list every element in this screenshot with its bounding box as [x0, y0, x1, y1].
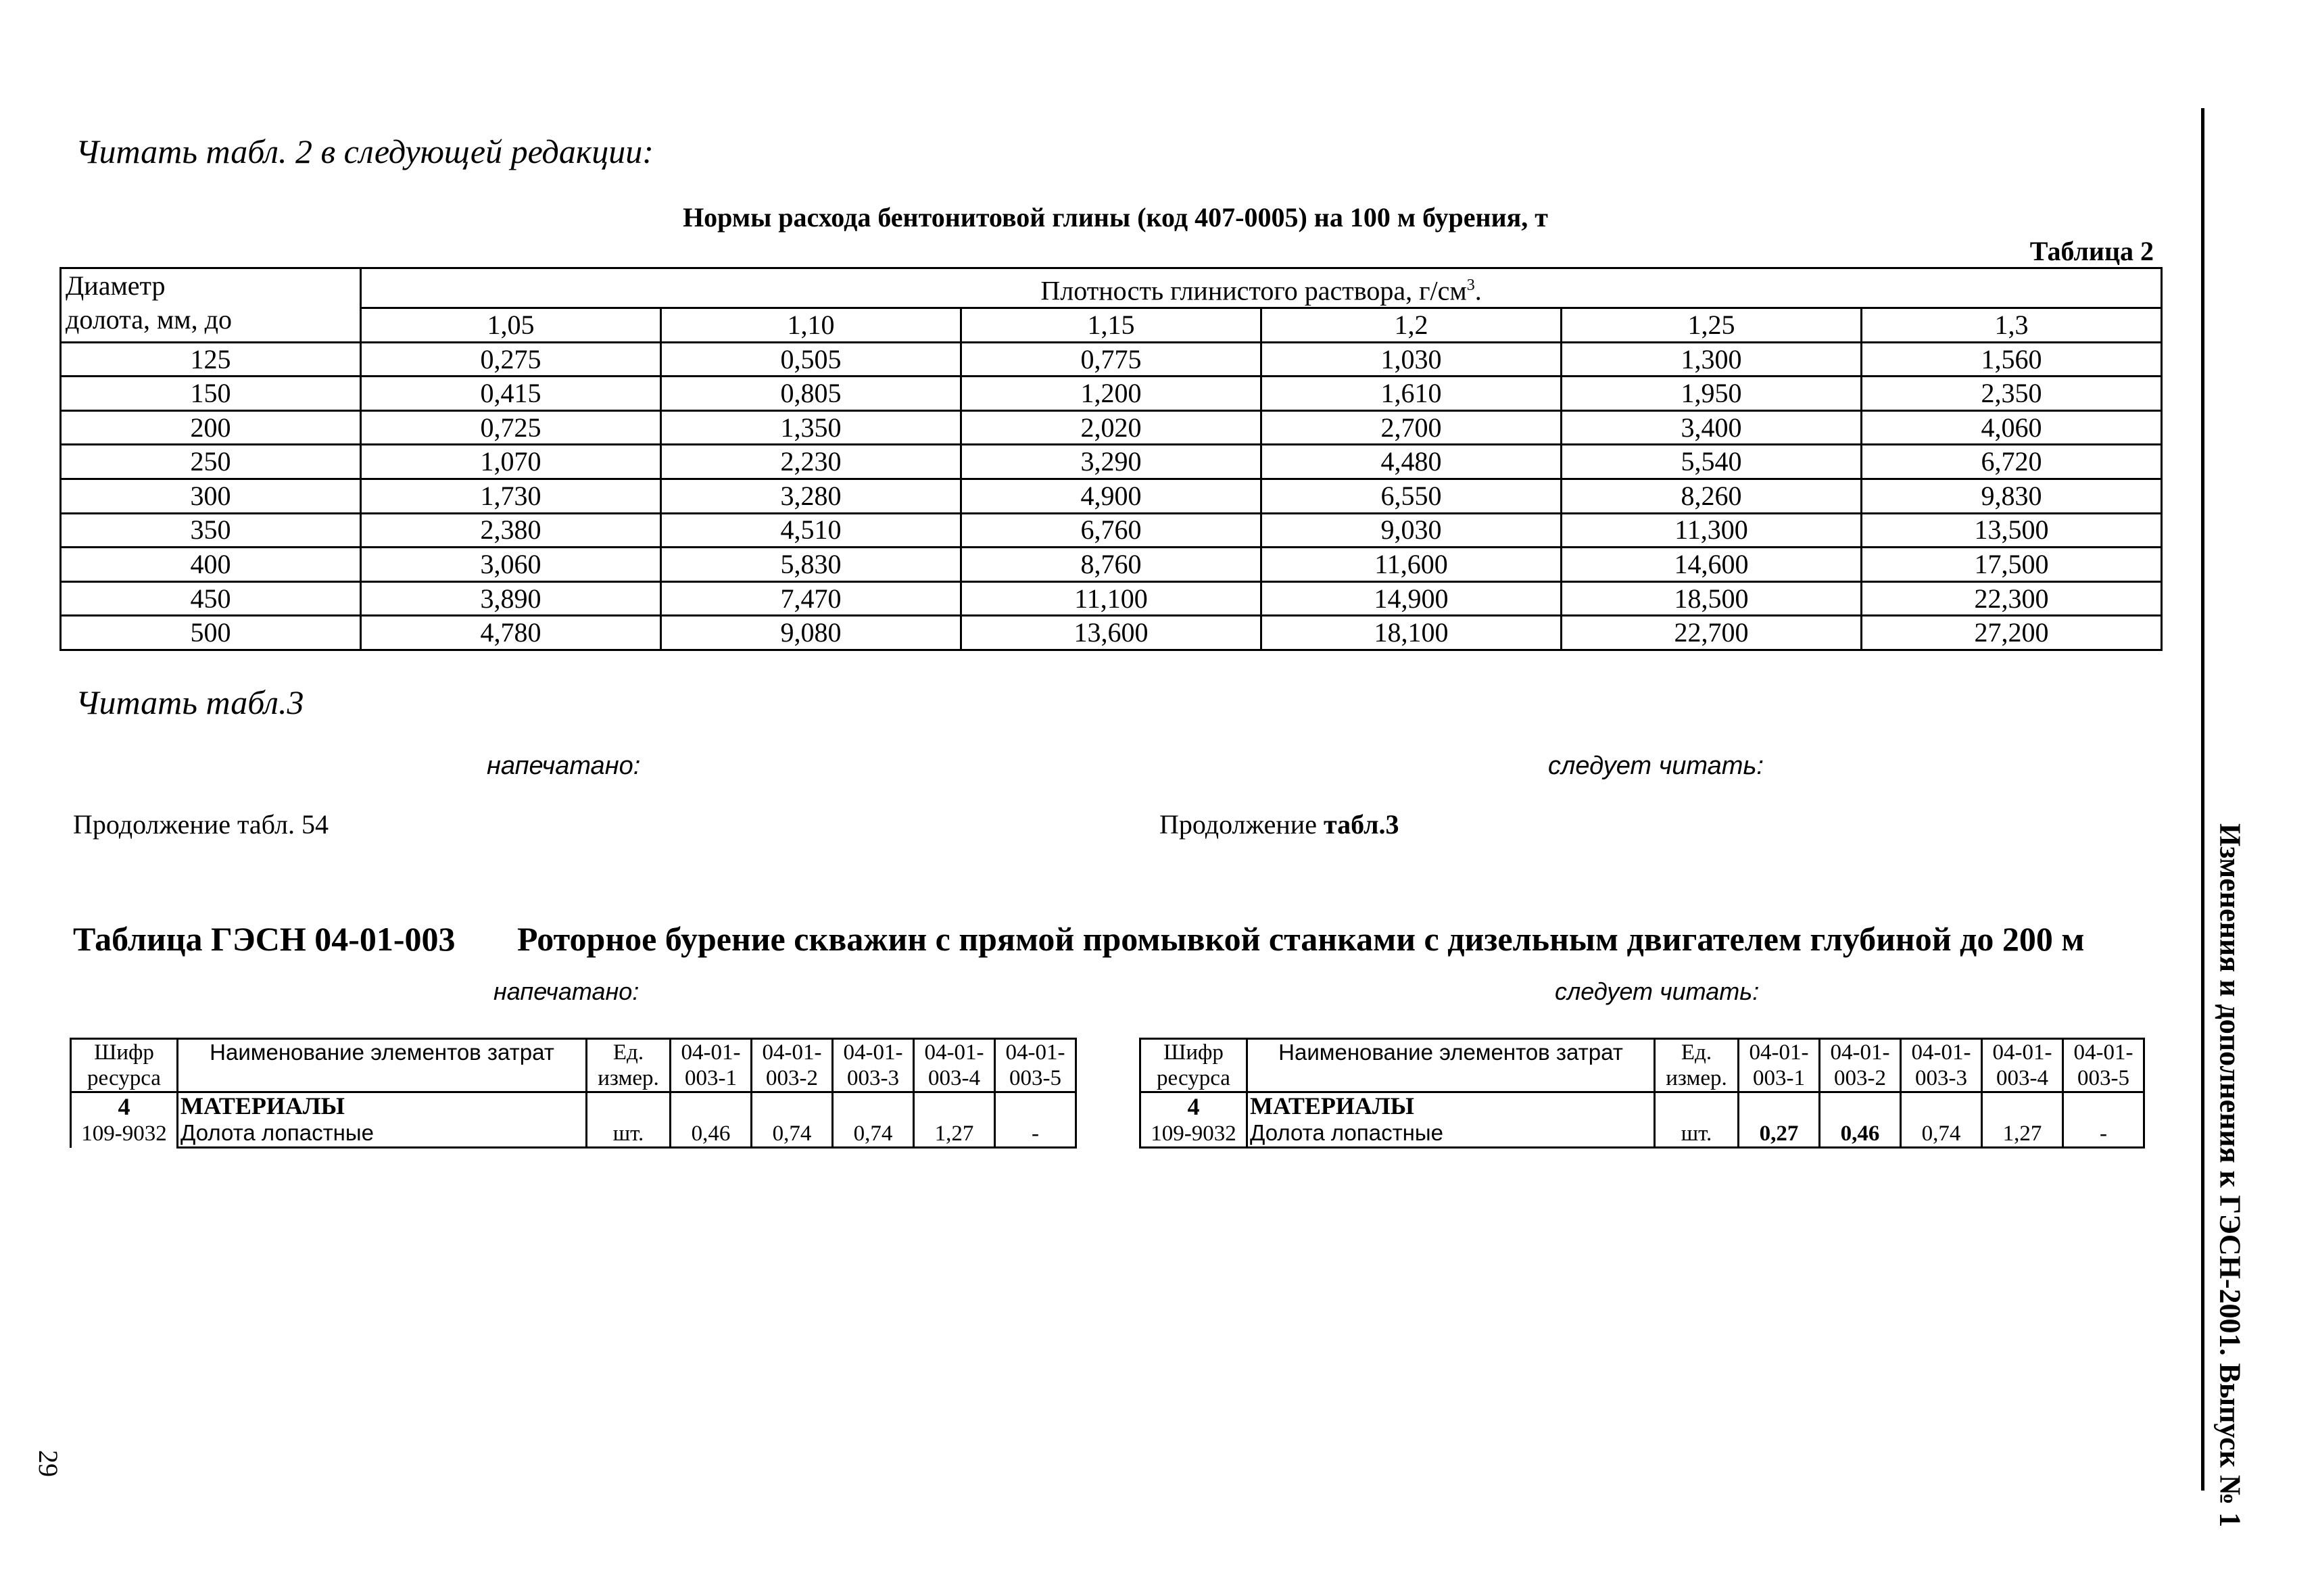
norm-value-cell: 9,830	[1862, 479, 2162, 514]
diameter-cell: 500	[61, 616, 361, 650]
norm-value-cell: 2,020	[961, 410, 1261, 445]
norm-value-cell: 3,890	[361, 581, 661, 616]
section-number	[71, 1092, 178, 1148]
norm-code-top: 04-01-	[762, 1040, 822, 1065]
density-header-text: Плотность глинистого раствора, г/см	[1040, 275, 1467, 306]
norm-code-bottom: 003-4	[928, 1066, 980, 1090]
norm-value-cell: 11,300	[1562, 513, 1862, 548]
norm-code-header	[2063, 1039, 2144, 1092]
norm-code-top: 04-01-	[1749, 1040, 1809, 1065]
section-name-cell	[1247, 1092, 1655, 1148]
continuation-right-bold: табл.3	[1323, 809, 1399, 840]
unit-header	[587, 1039, 671, 1092]
unit-header-line2: измер.	[598, 1066, 659, 1090]
norm-value-cell: 1,950	[1562, 377, 1862, 411]
table-row	[61, 548, 2162, 582]
norm-value-cell: 2,380	[361, 513, 661, 548]
diameter-cell: 150	[61, 377, 361, 411]
table-row	[61, 513, 2162, 548]
bentonite-norms-table	[59, 267, 2163, 651]
density-value: 1,2	[1261, 308, 1562, 343]
norm-code-top: 04-01-	[1911, 1040, 1971, 1065]
norm-code-header	[1982, 1039, 2063, 1092]
section-name-cell	[178, 1092, 587, 1148]
code-header-line1: Шифр	[94, 1040, 154, 1065]
table-header-row	[1140, 1039, 2144, 1092]
should-read-label: следует читать:	[1555, 977, 1760, 1005]
diameter-cell: 450	[61, 581, 361, 616]
table-header-row	[61, 268, 2162, 308]
norm-value-cell: 5,540	[1562, 445, 1862, 479]
norm-value-cell: 4,480	[1261, 445, 1562, 479]
norm-value-cell: 18,500	[1562, 581, 1862, 616]
norm-value-cell: 14,900	[1261, 581, 1562, 616]
norm-value-cell: 1,350	[661, 410, 961, 445]
unit-header-line2: измер.	[1666, 1066, 1727, 1090]
table-row	[61, 445, 2162, 479]
code-header-line2: ресурса	[1157, 1066, 1230, 1090]
norm-value-cell: 18,100	[1261, 616, 1562, 650]
norm-value-cell: 4,780	[361, 616, 661, 650]
norm-value-cell: 1,070	[361, 445, 661, 479]
norm-code-top: 04-01-	[924, 1040, 984, 1065]
norm-value-cell: 4,900	[961, 479, 1261, 514]
density-value: 1,25	[1562, 308, 1862, 343]
name-header: Наименование элементов затрат	[178, 1039, 587, 1092]
density-header-tail: .	[1474, 275, 1482, 306]
continuation-right	[1159, 808, 1399, 840]
section-name: МАТЕРИАЛЫ	[180, 1092, 345, 1119]
norm-value-cell: 0,275	[361, 342, 661, 377]
density-header	[361, 268, 2162, 308]
diameter-cell: 250	[61, 445, 361, 479]
norm-value-cell: 0,505	[661, 342, 961, 377]
norm-value-cell: 11,100	[961, 581, 1261, 616]
item-value: -	[995, 1092, 1076, 1148]
norm-code-bottom: 003-3	[847, 1066, 899, 1090]
code-header-line1: Шифр	[1163, 1040, 1224, 1065]
norms-title: Нормы расхода бентонитовой глины (код 407-0005) на 100 м бурения, т	[683, 202, 1548, 233]
norm-code-header	[671, 1039, 752, 1092]
norm-value-cell: 3,400	[1562, 410, 1862, 445]
norm-code-bottom: 003-3	[1915, 1066, 1967, 1090]
norm-value-cell: 6,760	[961, 513, 1261, 548]
item-unit: шт.	[1655, 1092, 1739, 1148]
code-header-line2: ресурса	[87, 1066, 161, 1090]
code-header	[71, 1039, 178, 1092]
norm-value-cell: 1,300	[1562, 342, 1862, 377]
continuation-right-prefix: Продолжение	[1159, 809, 1324, 840]
norm-value-cell: 22,700	[1562, 616, 1862, 650]
table-2-body	[61, 342, 2162, 650]
norm-code-header	[833, 1039, 914, 1092]
norm-value-cell: 22,300	[1862, 581, 2162, 616]
density-value: 1,3	[1862, 308, 2162, 343]
norm-value-cell: 4,510	[661, 513, 961, 548]
norm-code-top: 04-01-	[1005, 1040, 1065, 1065]
norm-value-cell: 3,290	[961, 445, 1261, 479]
norm-code-bottom: 003-5	[2077, 1066, 2129, 1090]
norm-code-top: 04-01-	[1830, 1040, 1890, 1065]
norm-value-cell: 6,720	[1862, 445, 2162, 479]
item-value: 1,27	[1982, 1092, 2063, 1148]
norm-value-cell: 0,805	[661, 377, 961, 411]
norm-value-cell: 7,470	[661, 581, 961, 616]
norm-code-header	[752, 1039, 833, 1092]
norm-value-cell: 9,080	[661, 616, 961, 650]
norm-value-cell: 2,230	[661, 445, 961, 479]
norm-value-cell: 0,775	[961, 342, 1261, 377]
norm-code-bottom: 003-5	[1009, 1066, 1061, 1090]
gesn-table-title: Роторное бурение скважин с прямой промывкой станками с дизельным двигателем глубиной до 200 м	[517, 920, 2085, 958]
norm-value-cell: 9,030	[1261, 513, 1562, 548]
norm-value-cell: 13,600	[961, 616, 1261, 650]
norm-value-cell: 2,350	[1862, 377, 2162, 411]
norm-value-cell: 0,725	[361, 410, 661, 445]
section-number-text: 4	[1187, 1092, 1200, 1120]
table-row	[61, 581, 2162, 616]
norm-value-cell: 1,560	[1862, 342, 2162, 377]
norm-code-header	[1820, 1039, 1901, 1092]
norm-code-top: 04-01-	[1992, 1040, 2052, 1065]
norm-value-cell: 11,600	[1261, 548, 1562, 582]
diameter-cell: 200	[61, 410, 361, 445]
diameter-cell: 125	[61, 342, 361, 377]
unit-header-line1: Ед.	[612, 1040, 644, 1065]
item-unit: шт.	[587, 1092, 671, 1148]
norm-value-cell: 3,280	[661, 479, 961, 514]
norm-code-bottom: 003-1	[1753, 1066, 1805, 1090]
norm-code-top: 04-01-	[681, 1040, 741, 1065]
density-value: 1,15	[961, 308, 1261, 343]
read-table-2-instruction: Читать табл. 2 в следующей редакции:	[76, 132, 654, 170]
table-row	[61, 616, 2162, 650]
table-2-label: Таблица 2	[2029, 236, 2154, 266]
density-unit-sup: 3	[1466, 276, 1475, 294]
materials-table-corrected	[1139, 1038, 2145, 1148]
materials-table-printed	[70, 1038, 1077, 1148]
page-number: 29	[33, 1450, 64, 1477]
norm-value-cell: 1,030	[1261, 342, 1562, 377]
norm-value-cell: 27,200	[1862, 616, 2162, 650]
printed-label: напечатано:	[493, 977, 640, 1005]
item-code: 109-9032	[1151, 1121, 1236, 1146]
diameter-cell: 350	[61, 513, 361, 548]
diameter-header-line1: Диаметр	[66, 270, 166, 301]
norm-code-header	[1901, 1039, 1982, 1092]
norm-code-bottom: 003-2	[766, 1066, 818, 1090]
norm-code-header	[995, 1039, 1076, 1092]
norm-value-cell: 1,610	[1261, 377, 1562, 411]
unit-header	[1655, 1039, 1739, 1092]
item-value: -	[2063, 1092, 2144, 1148]
norm-value-cell: 1,200	[961, 377, 1261, 411]
diameter-header	[61, 268, 361, 343]
norm-code-bottom: 003-4	[1996, 1066, 2048, 1090]
norm-code-bottom: 003-2	[1834, 1066, 1886, 1090]
item-value: 0,74	[833, 1092, 914, 1148]
item-value: 1,27	[914, 1092, 995, 1148]
norm-value-cell: 5,830	[661, 548, 961, 582]
item-code: 109-9032	[81, 1121, 167, 1146]
materials-row	[1140, 1092, 2144, 1148]
diameter-cell: 300	[61, 479, 361, 514]
norm-code-header	[914, 1039, 995, 1092]
norm-value-cell: 4,060	[1862, 410, 2162, 445]
printed-label: напечатано:	[487, 752, 641, 780]
diameter-header-line2: долота, мм, до	[66, 304, 232, 335]
item-value: 0,74	[1901, 1092, 1982, 1148]
should-read-label: следует читать:	[1548, 752, 1764, 780]
norm-value-cell: 13,500	[1862, 513, 2162, 548]
section-number	[1140, 1092, 1247, 1148]
item-value: 0,46	[671, 1092, 752, 1148]
code-header	[1140, 1039, 1247, 1092]
norm-code-top: 04-01-	[843, 1040, 903, 1065]
table-row	[61, 410, 2162, 445]
item-value-changed: 0,46	[1820, 1092, 1901, 1148]
norm-value-cell: 8,760	[961, 548, 1261, 582]
name-header: Наименование элементов затрат	[1247, 1039, 1655, 1092]
running-title: Изменения и дополнения к ГЭСН-2001. Выпуск № 1	[2213, 823, 2247, 1528]
continuation-left: Продолжение табл. 54	[73, 809, 329, 840]
item-name: Долота лопастные	[180, 1120, 374, 1145]
norm-value-cell: 0,415	[361, 377, 661, 411]
table-row	[61, 479, 2162, 514]
density-value: 1,05	[361, 308, 661, 343]
density-value: 1,10	[661, 308, 961, 343]
norm-value-cell: 17,500	[1862, 548, 2162, 582]
norm-code-top: 04-01-	[2073, 1040, 2133, 1065]
diameter-cell: 400	[61, 548, 361, 582]
density-values-row	[61, 308, 2162, 343]
materials-row	[71, 1092, 1076, 1148]
section-number-text: 4	[118, 1093, 130, 1121]
item-name: Долота лопастные	[1250, 1120, 1443, 1145]
table-row	[61, 377, 2162, 411]
item-value-changed: 0,27	[1739, 1092, 1820, 1148]
norm-value-cell: 3,060	[361, 548, 661, 582]
norm-value-cell: 8,260	[1562, 479, 1862, 514]
table-row	[61, 342, 2162, 377]
norm-code-bottom: 003-1	[685, 1066, 737, 1090]
unit-header-line1: Ед.	[1681, 1040, 1712, 1065]
gesn-table-code: Таблица ГЭСН 04-01-003	[73, 920, 456, 958]
norm-value-cell: 2,700	[1261, 410, 1562, 445]
norm-code-header	[1739, 1039, 1820, 1092]
margin-rule	[2201, 108, 2204, 1491]
section-name: МАТЕРИАЛЫ	[1250, 1092, 1414, 1119]
norm-value-cell: 6,550	[1261, 479, 1562, 514]
item-value: 0,74	[752, 1092, 833, 1148]
norm-value-cell: 1,730	[361, 479, 661, 514]
read-table-3-instruction: Читать табл.3	[76, 683, 304, 721]
table-header-row	[71, 1039, 1076, 1092]
norm-value-cell: 14,600	[1562, 548, 1862, 582]
